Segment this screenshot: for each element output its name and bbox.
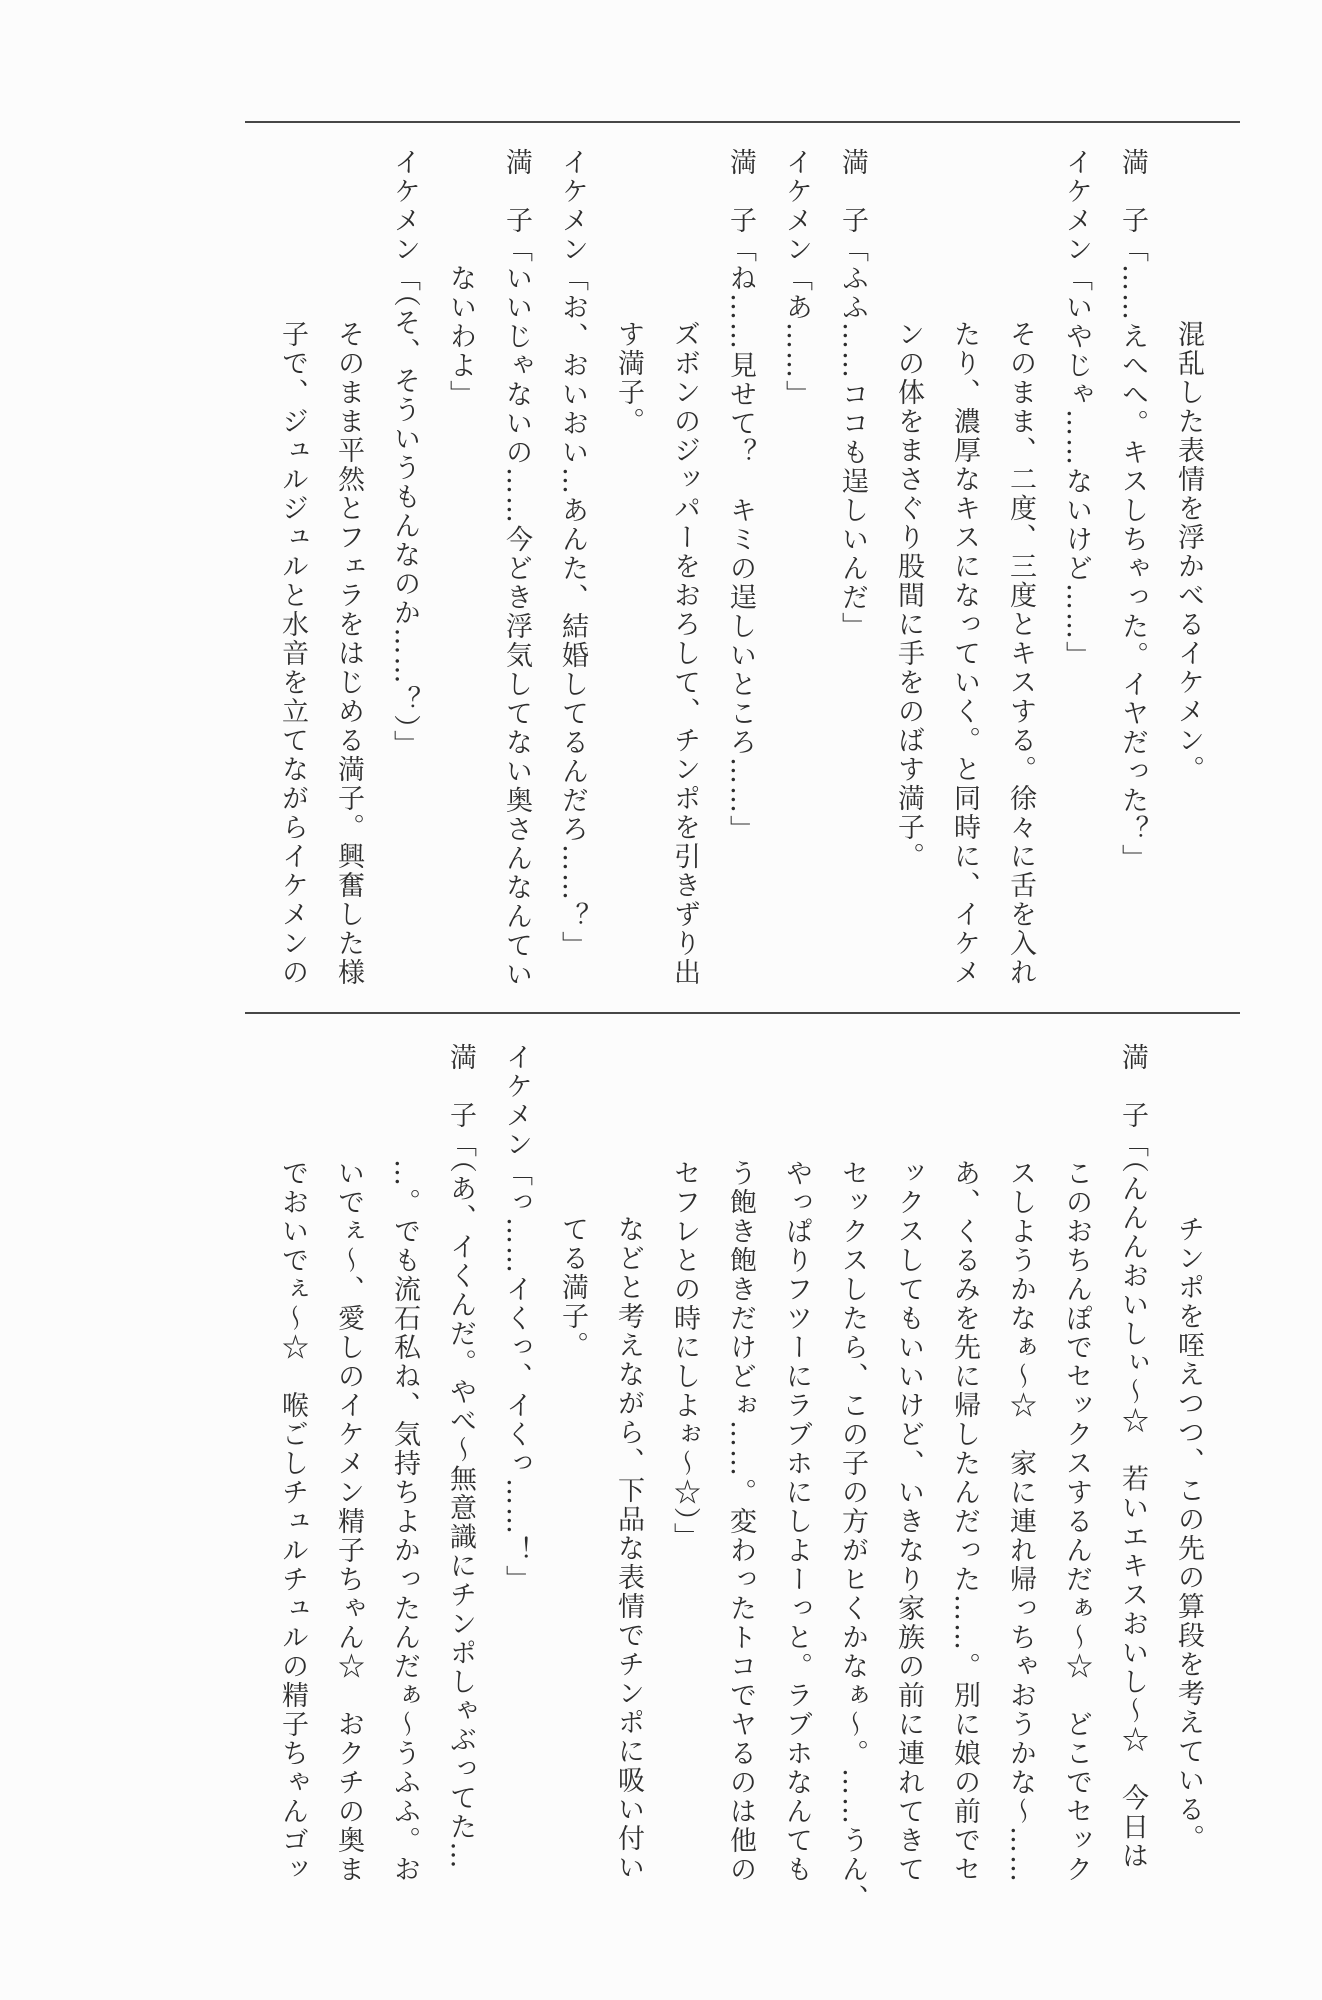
- dialogue-line: ックスしてもいいけど、いきなり家族の前に連れてきて: [893, 1159, 924, 1884]
- section-divider-top: [245, 121, 1240, 123]
- dialogue-line: スしようかなぁ～☆ 家に連れ帰っちゃおうかな～……: [1005, 1159, 1036, 1884]
- script-section-bottom: [264, 1043, 1216, 1923]
- dialogue-line: セフレとの時にしよぉ～☆）」: [669, 1159, 700, 1552]
- narration-line: てる満子。: [557, 1215, 588, 1360]
- dialogue-line: イケメン「いやじゃ……ないけど……」: [1061, 148, 1092, 670]
- dialogue-line: イケメン「（そ、そういうもんなのか……？）」: [389, 148, 420, 759]
- dialogue-line: 満 子「（あ、イくんだ。やべ～無意識にチンポしゃぶってた…: [445, 1043, 476, 1871]
- dialogue-line: このおちんぽでセックスするんだぁ～☆ どこでセック: [1061, 1159, 1092, 1884]
- dialogue-line: 満 子「（んんんおいしぃ～☆ 若いエキスおいし～☆ 今日は: [1117, 1043, 1148, 1871]
- dialogue-line: …。でも流石私ね、気持ちよかったんだぁ～うふふ。お: [389, 1159, 420, 1884]
- narration-line: ンの体をまさぐり股間に手をのばす満子。: [893, 320, 924, 871]
- dialogue-line: セックスしたら、この子の方がヒくかなぁ～。……うん、: [837, 1159, 868, 1913]
- dialogue-line: 満 子「ふふ……ココも逞しいんだ」: [837, 148, 868, 641]
- narration-line: す満子。: [613, 320, 644, 436]
- dialogue-line: やっぱりフツーにラブホにしよーっと。ラブホなんても: [781, 1159, 812, 1884]
- script-section-top: [264, 148, 1216, 1004]
- dialogue-line: でおいでぇ～☆ 喉ごしチュルチュルの精子ちゃんゴッ: [277, 1159, 308, 1884]
- dialogue-line: イケメン「お、おいおい…あんた、結婚してるんだろ……？」: [557, 148, 588, 960]
- dialogue-line: イケメン「あ……」: [781, 148, 812, 409]
- dialogue-line: う飽き飽きだけどぉ……。変わったトコでヤるのは他の: [725, 1159, 756, 1884]
- narration-line: などと考えながら、下品な表情でチンポに吸い付い: [613, 1215, 644, 1882]
- dialogue-line: 満 子「いいじゃないの……今どき浮気してない奥さんなんてい: [501, 148, 532, 989]
- section-divider-middle: [245, 1012, 1240, 1014]
- narration-line: そのまま、二度、三度とキスする。徐々に舌を入れ: [1005, 320, 1036, 987]
- dialogue-line: あ、くるみを先に帰したんだった……。別に娘の前でセ: [949, 1159, 980, 1884]
- dialogue-line: ないわよ」: [445, 264, 476, 409]
- dialogue-line: いでぇ～、愛しのイケメン精子ちゃん☆ おクチの奥ま: [333, 1159, 364, 1884]
- dialogue-line: イケメン「っ……イくっ、イくっ……！」: [501, 1043, 532, 1594]
- narration-line: 子で、ジュルジュルと水音を立てながらイケメンの: [277, 320, 308, 987]
- dialogue-line: 満 子「ね……見せて？ キミの逞しいところ……」: [725, 148, 756, 844]
- narration-line: チンポを咥えつつ、この先の算段を考えている。: [1173, 1215, 1204, 1853]
- narration-line: そのまま平然とフェラをはじめる満子。興奮した様: [333, 320, 364, 987]
- narration-line: 混乱した表情を浮かべるイケメン。: [1173, 320, 1204, 784]
- dialogue-line: 満 子「……えへへ。キスしちゃった。イヤだった？」: [1117, 148, 1148, 873]
- narration-line: たり、濃厚なキスになっていく。と同時に、イケメ: [949, 320, 980, 987]
- narration-line: ズボンのジッパーをおろして、チンポを引きずり出: [669, 320, 700, 987]
